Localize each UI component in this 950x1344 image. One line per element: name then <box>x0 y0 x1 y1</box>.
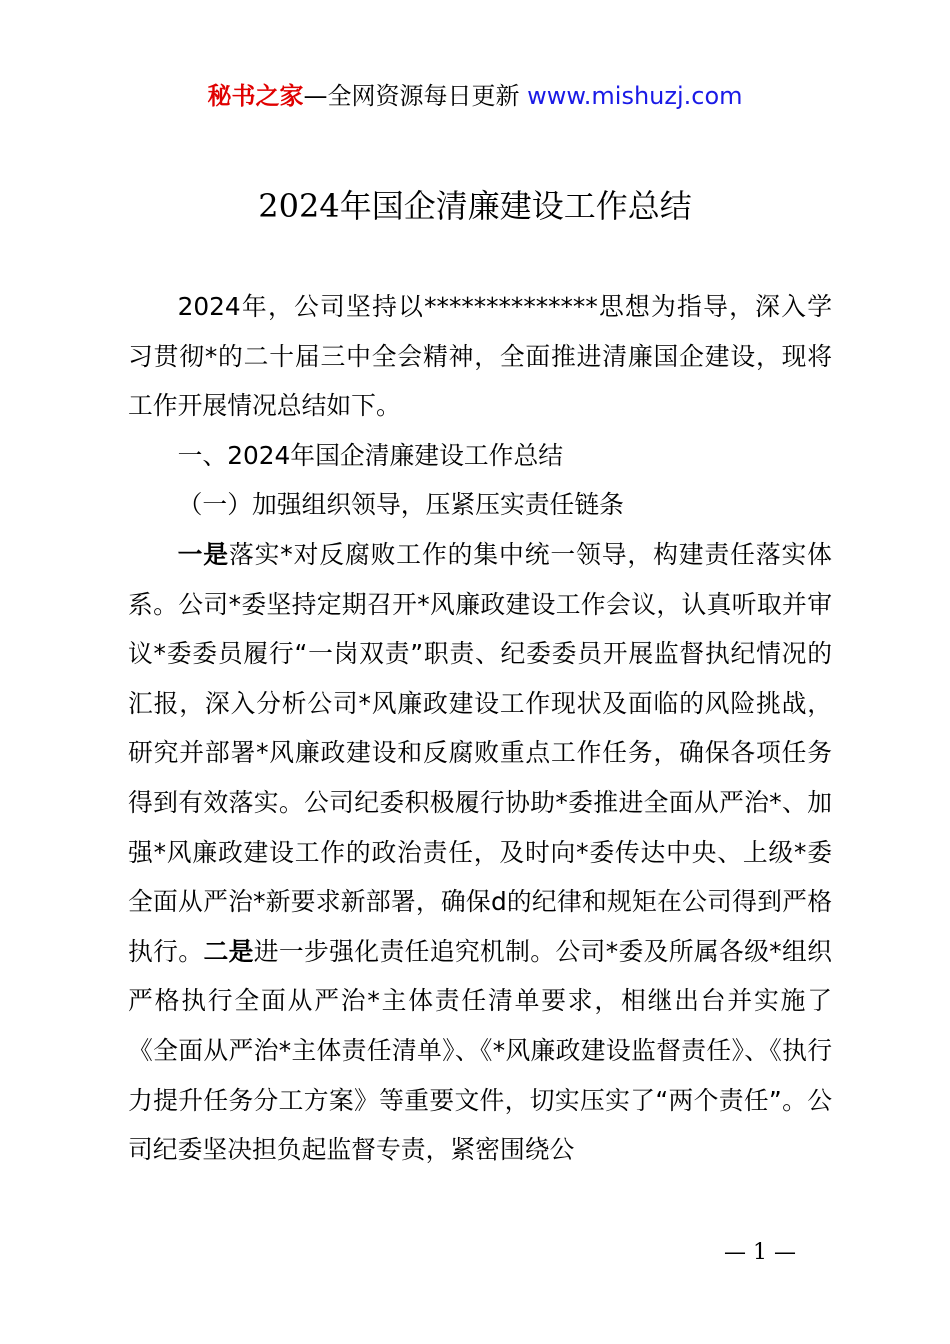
document-title: 2024年国企清廉建设工作总结 <box>258 187 692 225</box>
lead-label-1: 一是 <box>177 539 229 569</box>
body-paragraph <box>128 530 832 1175</box>
banner-brand: 秘书之家 <box>207 82 304 110</box>
subsection-heading: （一）加强组织领导，压紧压实责任链条 <box>177 490 624 520</box>
body-text-1: 落实*对反腐败工作的集中统一领导，构建责任落实体系。公司*委坚持定期召开*风廉政建设工作会议，认真听取并审议*委委员履行“一岗双责”职责、纪委委员开展监督执纪情况的汇报，深入分析公司*风廉政建设工作现状及面临的风险挑战，研究并部署*风廉政建设和反腐败重点工作任务，确保各项任务得到有效落实。公司纪委积极履行协助*委推进全面从严治*、加强*风廉政建设工作的政治责任，及时向*委传达中央、上级*委全面从严治*新要求新部署，确保d的纪律和规矩在公司得到严格执行。 <box>128 539 832 966</box>
header-banner <box>0 80 950 112</box>
banner-url-link[interactable]: www.mishuzj.com <box>527 82 743 110</box>
document-body <box>128 282 832 1175</box>
page-number: — 1 — <box>724 1240 796 1265</box>
section-heading: 一、2024年国企清廉建设工作总结 <box>177 440 564 470</box>
intro-paragraph: 2024年，公司坚持以**************思想为指导，深入学习贯彻*的二十届三中全会精神，全面推进清廉国企建设，现将工作开展情况总结如下。 <box>128 292 832 421</box>
lead-label-2: 二是 <box>203 936 254 966</box>
body-text-2: 进一步强化责任追究机制。公司*委及所属各级*组织严格执行全面从严治*主体责任清单要求，相继出台并实施了《全面从严治*主体责任清单》、《*风廉政建设监督责任》、《执行力提升任务分工方案》等重要文件，切实压实了“两个责任”。公司纪委坚决担负起监督专责，紧密围绕公 <box>128 936 832 1165</box>
banner-tagline: —全网资源每日更新 <box>303 82 528 110</box>
